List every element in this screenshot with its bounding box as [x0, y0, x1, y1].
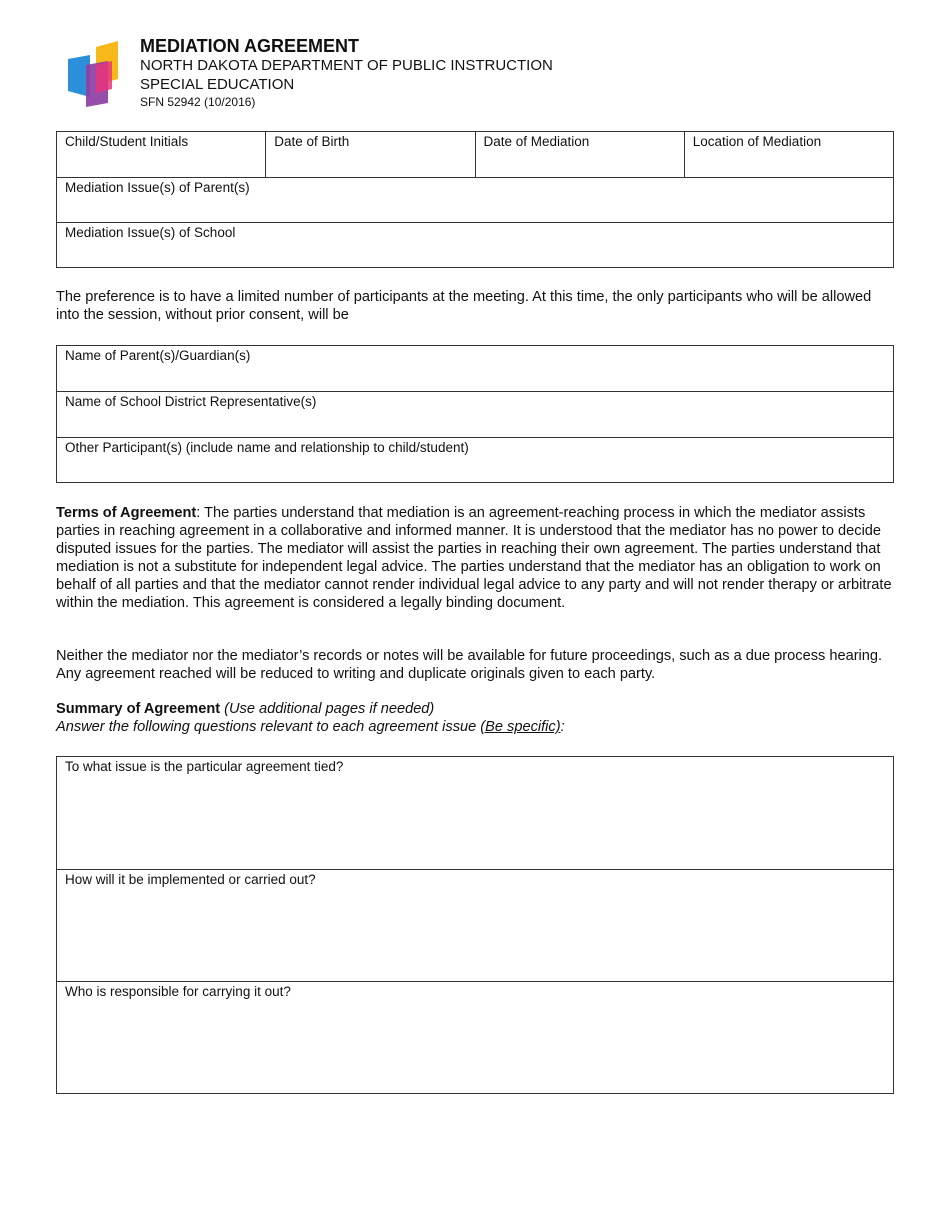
agreement-issue-field[interactable]	[57, 757, 893, 869]
parent-issues-label: Mediation Issue(s) of Parent(s)	[65, 180, 250, 195]
participants-box	[56, 345, 894, 483]
summary-box	[56, 756, 894, 1094]
division-name: SPECIAL EDUCATION	[140, 76, 295, 93]
form-title: MEDIATION AGREEMENT	[140, 36, 359, 56]
ndpi-logo-icon	[66, 39, 122, 107]
agreement-issue-row	[57, 757, 893, 870]
responsible-party-field[interactable]	[57, 982, 893, 1093]
summary-instruction	[56, 719, 565, 735]
date-of-birth-field[interactable]	[265, 132, 474, 177]
summary-heading-block	[56, 700, 896, 736]
implementation-label: How will it be implemented or carried out?	[65, 872, 316, 887]
implementation-field[interactable]	[57, 870, 893, 981]
summary-instruction-end: :	[560, 719, 565, 735]
student-info-row	[57, 132, 893, 178]
school-issues-label: Mediation Issue(s) of School	[65, 225, 236, 240]
confidentiality-paragraph: Neither the mediator nor the mediator’s records or notes will be available for future proceedings, such as a due process hearing. Any agreement reached will be reduced to writing and duplicate originals given to each party.	[56, 648, 883, 682]
summary-heading: Summary of Agreement	[56, 701, 221, 717]
implementation-row	[57, 870, 893, 982]
responsible-party-row	[57, 982, 893, 1093]
summary-instruction-emphasis: (Be specific)	[480, 719, 561, 735]
student-initials-field[interactable]	[57, 132, 265, 177]
terms-body: : The parties understand that mediation is an agreement-reaching process in which the mediator assists parties in reaching agreement in a collaborative and informed manner. It is understood that the mediator has no power to decide disputed issues for the parties. The mediator will assist the parties in reaching their own agreement. The parties understand that mediation is not a substitute for independent legal advice. The parties understand that the mediator has an obligation to work on behalf of all parties and that the mediator cannot render individual legal advice to any party and will not render therapy or arbitrate within the mediation. This agreement is considered a legally binding document.	[56, 505, 892, 611]
district-reps-row	[57, 392, 893, 438]
student-info-box	[56, 131, 894, 268]
school-issues-row	[57, 223, 893, 267]
agreement-issue-label: To what issue is the particular agreement tied?	[65, 759, 344, 774]
parent-issues-field[interactable]	[57, 178, 893, 222]
terms-paragraph	[56, 504, 896, 612]
other-participants-field[interactable]	[57, 438, 893, 482]
school-issues-field[interactable]	[57, 223, 893, 267]
student-initials-label: Child/Student Initials	[65, 134, 189, 149]
terms-heading: Terms of Agreement	[56, 505, 197, 521]
form-number: SFN 52942 (10/2016)	[140, 95, 256, 109]
location-of-mediation-label: Location of Mediation	[692, 134, 822, 149]
district-reps-label: Name of School District Representative(s)	[65, 394, 317, 409]
department-name: NORTH DAKOTA DEPARTMENT OF PUBLIC INSTRUCTION	[140, 57, 553, 74]
date-of-birth-label: Date of Birth	[274, 134, 350, 149]
responsible-party-label: Who is responsible for carrying it out?	[65, 984, 291, 999]
participants-intro: The preference is to have a limited number of participants at the meeting. At this time, the only participants who will be allowed into the session, without prior consent, will be	[56, 289, 872, 323]
date-of-mediation-label: Date of Mediation	[483, 134, 590, 149]
summary-instruction-start: Answer the following questions relevant to each agreement issue	[56, 719, 481, 735]
parent-names-row	[57, 346, 893, 392]
parent-names-label: Name of Parent(s)/Guardian(s)	[65, 348, 251, 363]
district-reps-field[interactable]	[57, 392, 893, 437]
summary-heading-note: (Use additional pages if needed)	[224, 701, 435, 717]
location-of-mediation-field[interactable]	[684, 132, 893, 177]
parent-issues-row	[57, 178, 893, 223]
date-of-mediation-field[interactable]	[475, 132, 684, 177]
form-header	[66, 36, 886, 116]
parent-names-field[interactable]	[57, 346, 893, 391]
other-participants-label: Other Participant(s) (include name and relationship to child/student)	[65, 440, 469, 455]
other-participants-row	[57, 438, 893, 482]
header-titles	[140, 36, 553, 111]
